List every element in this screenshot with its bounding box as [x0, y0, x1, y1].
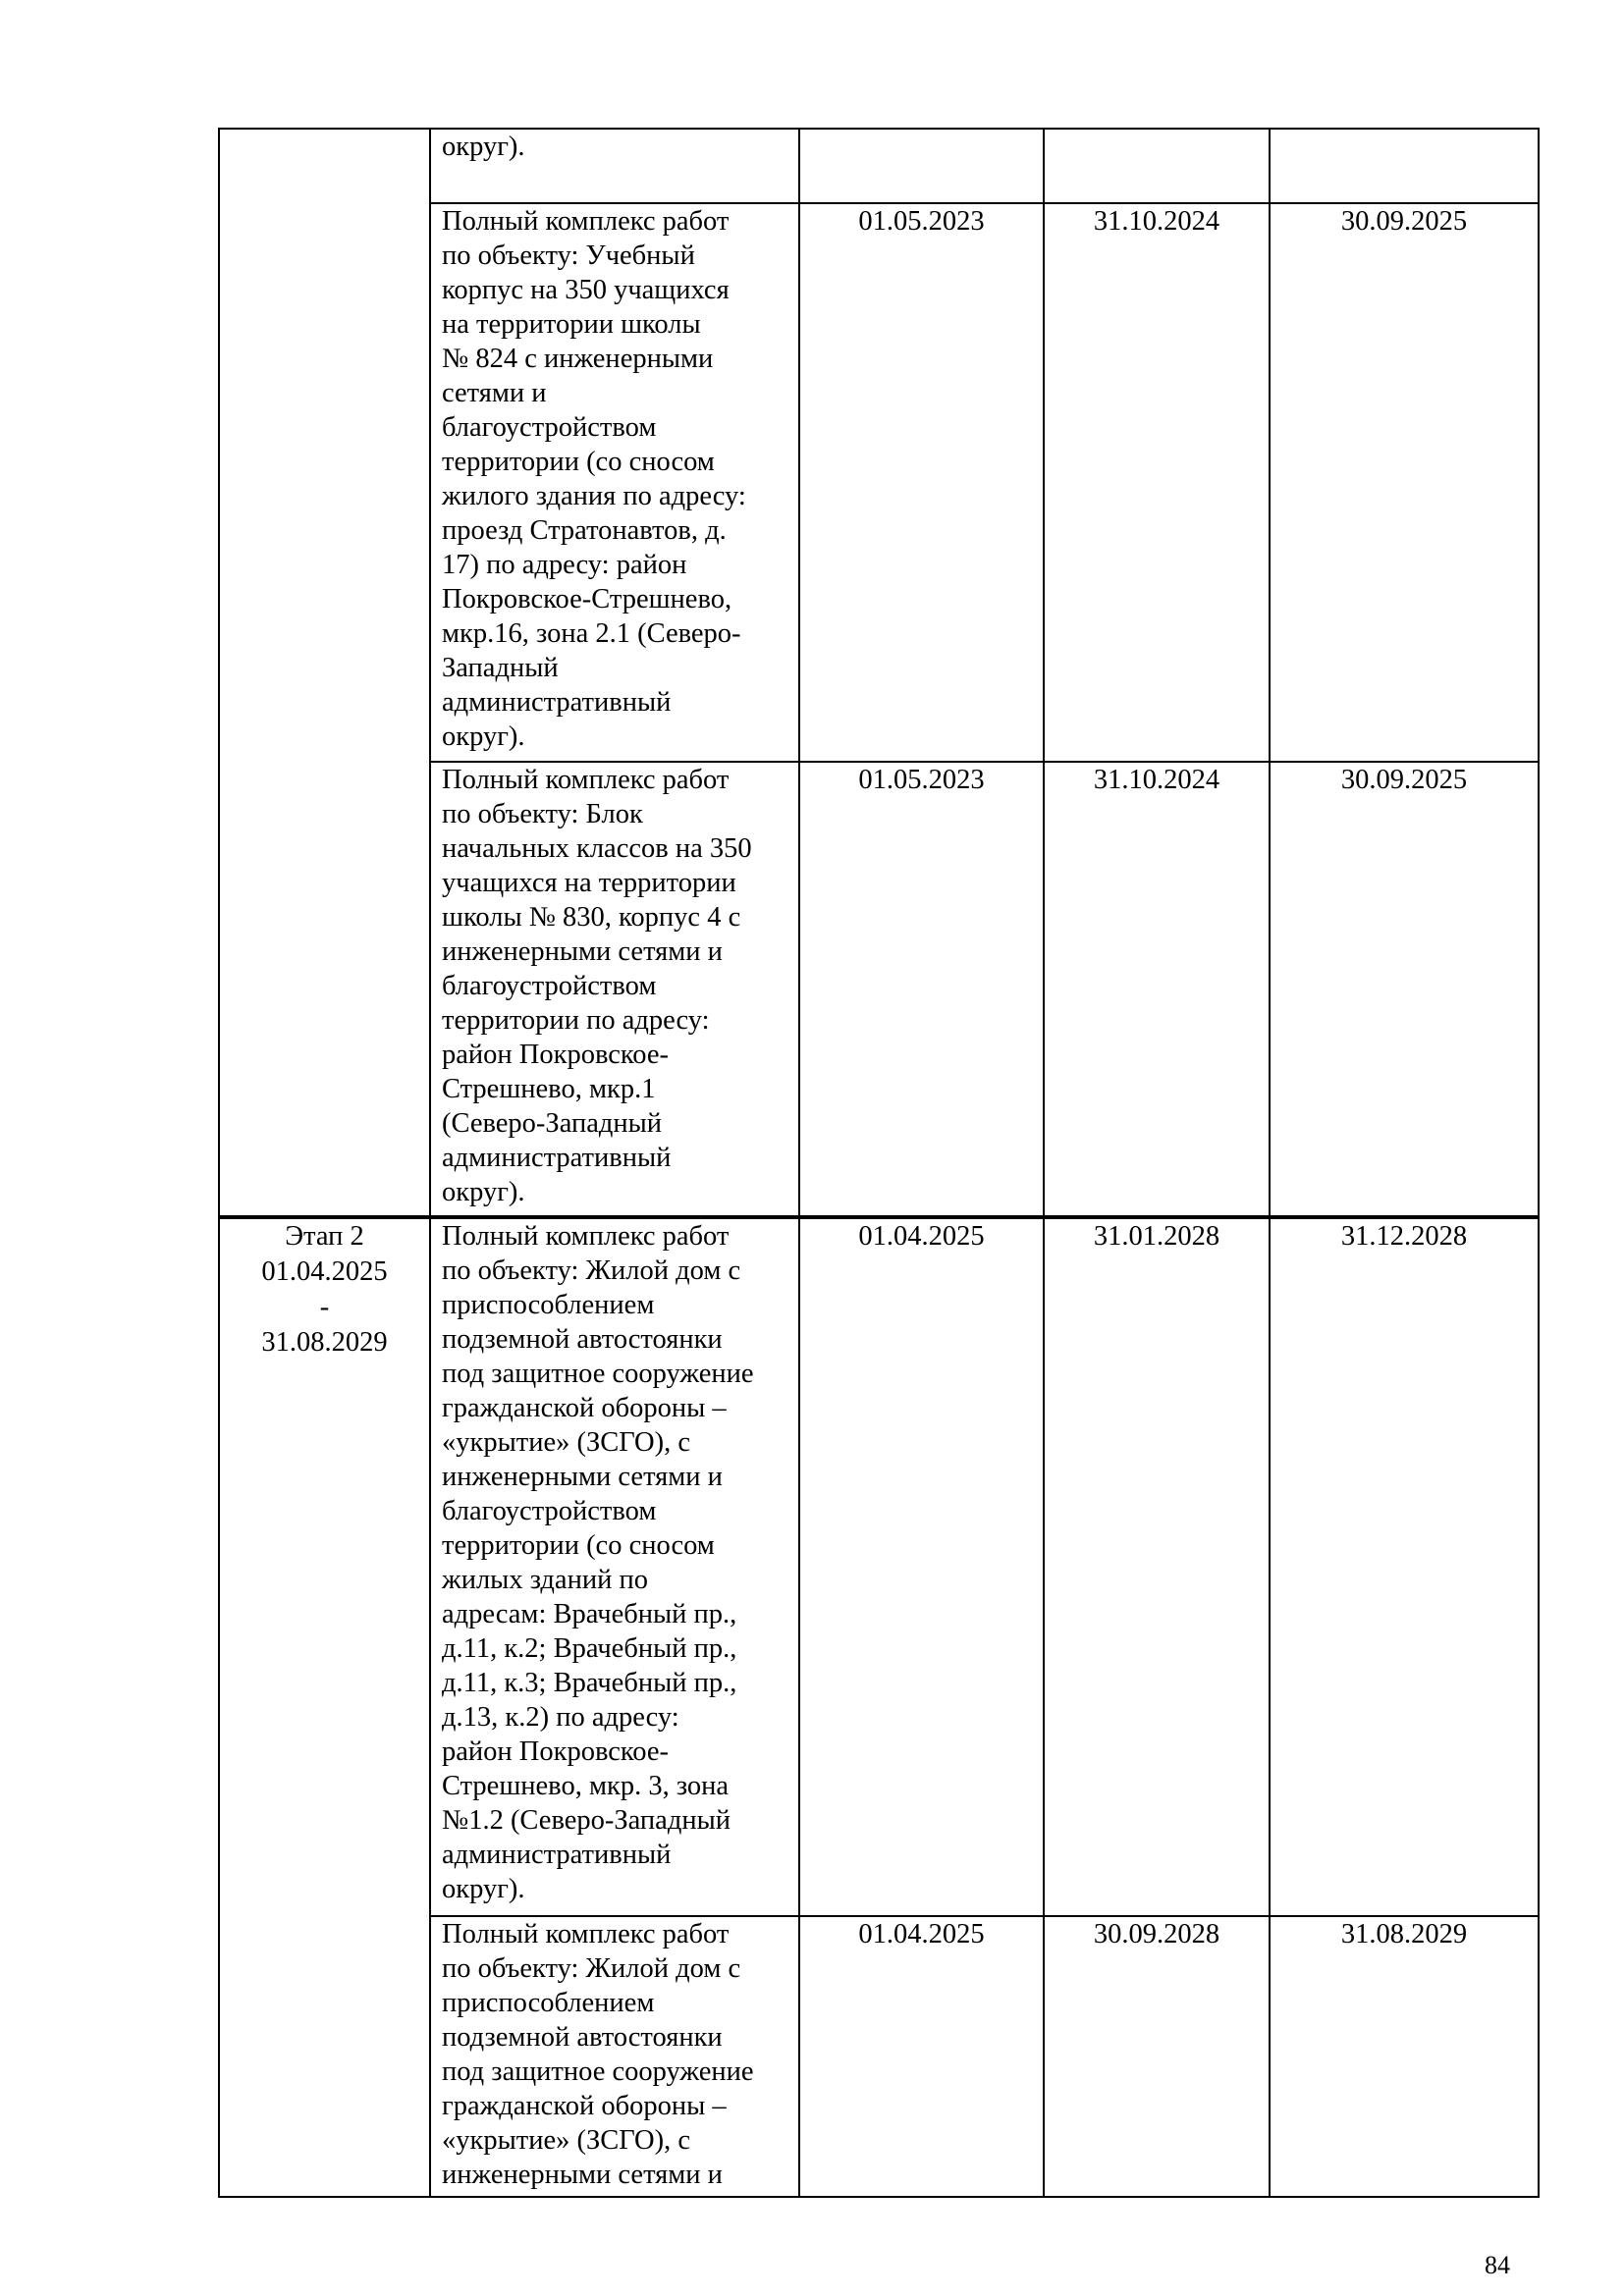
description-line: инженерными сетями и — [442, 1462, 723, 1492]
table-row — [219, 1217, 1539, 1916]
description-line: «укрытие» (ЗСГО), с — [442, 1427, 690, 1458]
stage-dash: - — [319, 1292, 330, 1322]
description-line: (Северо-Западный — [442, 1108, 663, 1139]
description-line: Полный комплекс работ — [442, 1221, 730, 1252]
description-line: благоустройством — [442, 971, 657, 1001]
description-line: под защитное сооружение — [442, 2056, 754, 2087]
end-date: 31.01.2028 — [1044, 1217, 1270, 1916]
description-line: округ). — [442, 1874, 525, 1904]
description-line: территории (со сносом — [442, 447, 715, 477]
start-date: 01.05.2023 — [799, 203, 1044, 762]
description-line: «укрытие» (ЗСГО), с — [442, 2125, 690, 2156]
description-line: Стрешнево, мкр. 3, зона — [442, 1771, 730, 1801]
final-date: 31.12.2028 — [1270, 1217, 1539, 1916]
start-date — [799, 129, 1044, 203]
description-line: округ). — [442, 132, 525, 162]
description-line: корпус на 350 учащихся — [442, 275, 730, 305]
stage-title: Этап 2 — [285, 1221, 364, 1252]
description-line: благоустройством — [442, 412, 657, 443]
final-date: 30.09.2025 — [1270, 203, 1539, 762]
description-line: гражданской обороны – — [442, 1393, 727, 1423]
description-line: административный — [442, 1840, 672, 1870]
description-line: территории (со сносом — [442, 1530, 715, 1561]
start-date: 01.04.2025 — [799, 1916, 1044, 2197]
description-line: по объекту: Блок — [442, 799, 643, 829]
description-line: административный — [442, 687, 672, 718]
description-line: инженерными сетями и — [442, 936, 723, 967]
description-line: Полный комплекс работ — [442, 1919, 730, 1949]
schedule-table — [218, 128, 1540, 2198]
description-line: подземной автостоянки — [442, 1324, 723, 1355]
description-line: гражданской обороны – — [442, 2091, 727, 2121]
description-line: сетями и — [442, 378, 547, 408]
description-line: жилого здания по адресу: — [442, 481, 746, 511]
description-line: район Покровское- — [442, 1736, 670, 1767]
description-line: территории по адресу: — [442, 1005, 710, 1036]
object-description — [430, 1916, 799, 2197]
description-line: д.11, к.2; Врачебный пр., — [442, 1633, 737, 1664]
description-line: Западный — [442, 653, 559, 683]
description-line: №1.2 (Северо-Западный — [442, 1805, 731, 1836]
end-date: 30.09.2028 — [1044, 1916, 1270, 2197]
description-line: проезд Стратонавтов, д. — [442, 515, 727, 546]
start-date: 01.04.2025 — [799, 1217, 1044, 1916]
description-line: по объекту: Учебный — [442, 240, 695, 271]
object-description — [430, 203, 799, 762]
object-description — [430, 1217, 799, 1916]
description-line: под защитное сооружение — [442, 1359, 754, 1389]
end-date — [1044, 129, 1270, 203]
description-line: округ). — [442, 721, 525, 752]
description-line: административный — [442, 1143, 672, 1173]
description-line: школы № 830, корпус 4 с — [442, 902, 741, 933]
end-date: 31.10.2024 — [1044, 762, 1270, 1217]
description-line: Полный комплекс работ — [442, 206, 730, 237]
description-line: Стрешнево, мкр.1 — [442, 1074, 656, 1104]
stage-start-date: 01.04.2025 — [261, 1256, 388, 1287]
final-date: 31.08.2029 — [1270, 1916, 1539, 2197]
description-line: благоустройством — [442, 1496, 657, 1526]
description-line: 17) по адресу: район — [442, 550, 687, 580]
description-line: по объекту: Жилой дом с — [442, 1255, 741, 1286]
description-line: на территории школы — [442, 309, 701, 340]
page-number: 84 — [1485, 2251, 1510, 2279]
object-description — [430, 129, 799, 203]
start-date: 01.05.2023 — [799, 762, 1044, 1217]
final-date — [1270, 129, 1539, 203]
description-line: № 824 с инженерными — [442, 344, 714, 374]
object-description — [430, 762, 799, 1217]
description-line: по объекту: Жилой дом с — [442, 1953, 741, 1984]
table-row — [219, 129, 1539, 203]
final-date: 30.09.2025 — [1270, 762, 1539, 1217]
stage-cell-empty — [219, 129, 430, 1217]
description-line: д.11, к.3; Врачебный пр., — [442, 1668, 737, 1698]
description-line: подземной автостоянки — [442, 2022, 723, 2053]
stage-2-cell — [219, 1217, 430, 2197]
description-line: инженерными сетями и — [442, 2160, 723, 2190]
description-line: жилых зданий по — [442, 1565, 648, 1595]
description-line: адресам: Врачебный пр., — [442, 1599, 737, 1629]
end-date: 31.10.2024 — [1044, 203, 1270, 762]
description-line: приспособлением — [442, 1290, 655, 1320]
description-line: учащихся на территории — [442, 868, 736, 898]
description-line: приспособлением — [442, 1988, 655, 2018]
description-line: район Покровское- — [442, 1040, 670, 1070]
description-line: Покровское-Стрешнево, — [442, 584, 732, 614]
stage-end-date: 31.08.2029 — [261, 1327, 388, 1358]
description-line: округ). — [442, 1177, 525, 1207]
description-line: начальных классов на 350 — [442, 833, 752, 864]
description-line: Полный комплекс работ — [442, 765, 730, 795]
description-line: мкр.16, зона 2.1 (Северо- — [442, 618, 741, 649]
description-line: д.13, к.2) по адресу: — [442, 1702, 679, 1733]
